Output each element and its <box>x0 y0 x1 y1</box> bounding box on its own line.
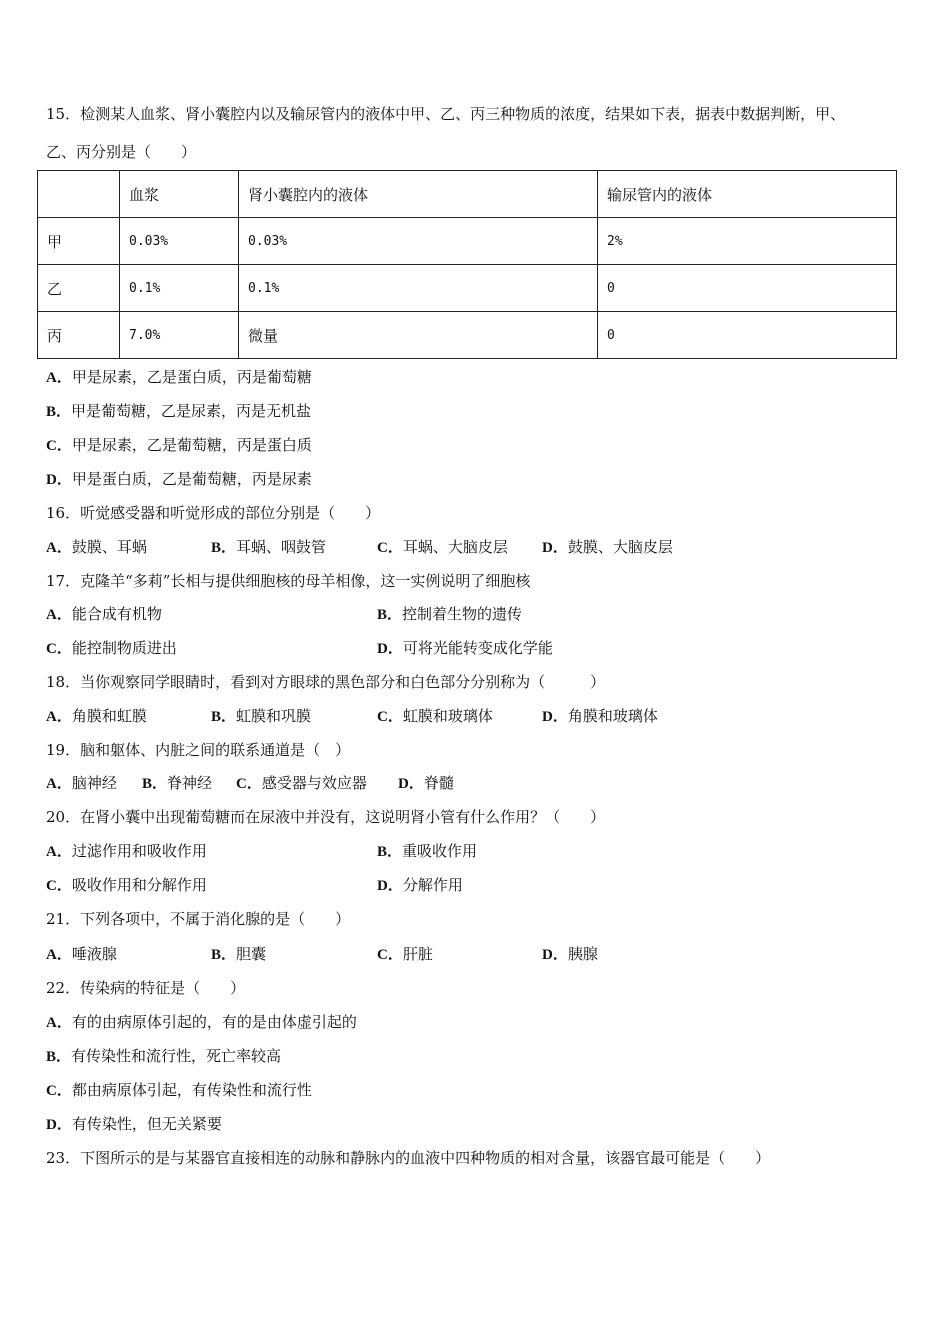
q20-option-d <box>377 874 463 895</box>
option-text: 胆囊 <box>236 945 267 963</box>
q20-option-b <box>377 840 477 861</box>
table-cell: 甲 <box>38 218 120 265</box>
option-label: D． <box>398 776 424 792</box>
option-text: 耳蜗、大脑皮层 <box>402 538 508 556</box>
option-text: 有传染性，但无关紧要 <box>71 1115 222 1133</box>
option-text: 鼓膜、大脑皮层 <box>567 538 673 556</box>
option-label: A． <box>46 540 72 556</box>
table-header-cell: 肾小囊腔内的液体 <box>239 171 598 218</box>
option-text: 脊髓 <box>423 774 454 792</box>
option-label: D． <box>377 641 403 657</box>
table-row <box>38 218 897 265</box>
question-22-stem: 22．传染病的特征是（ ） <box>46 979 246 997</box>
table-cell: 0 <box>598 312 897 359</box>
option-text: 虹膜和玻璃体 <box>402 707 493 725</box>
option-label: B． <box>46 404 72 420</box>
option-text: 分解作用 <box>402 876 463 894</box>
option-text: 脑神经 <box>71 774 117 792</box>
option-label: D． <box>542 540 568 556</box>
q17-option-b <box>377 603 522 624</box>
table-row <box>38 312 897 359</box>
option-label: D． <box>46 1117 72 1133</box>
option-text: 甲是尿素，乙是蛋白质，丙是葡萄糖 <box>71 368 312 386</box>
q16-option-a <box>46 536 147 557</box>
concentration-table <box>37 170 897 359</box>
q22-option-c <box>46 1079 312 1100</box>
option-text: 都由病原体引起，有传染性和流行性 <box>71 1081 312 1099</box>
table-cell: 0.03% <box>120 218 239 265</box>
option-label: B． <box>46 1049 72 1065</box>
option-text: 过滤作用和吸收作用 <box>71 842 207 860</box>
table-cell: 7.0% <box>120 312 239 359</box>
option-label: D． <box>377 878 403 894</box>
option-label: B． <box>211 709 237 725</box>
q17-option-c <box>46 637 177 658</box>
q18-option-c <box>377 705 493 726</box>
question-15-stem-line1: 15．检测某人血浆、肾小囊腔内以及输尿管内的液体中甲、乙、丙三种物质的浓度，结果如下表，据表中数据判断，甲、 <box>46 105 846 123</box>
option-text: 感受器与效应器 <box>261 774 367 792</box>
table-cell: 0.1% <box>239 265 598 312</box>
table-cell: 0 <box>598 265 897 312</box>
q21-option-d <box>542 943 598 964</box>
table-header-cell <box>38 171 120 218</box>
q15-option-c <box>46 434 312 455</box>
option-label: C． <box>236 776 262 792</box>
option-label: B． <box>377 844 403 860</box>
q21-option-b <box>211 943 266 964</box>
table-header-row <box>38 171 897 218</box>
q17-option-d <box>377 637 553 658</box>
option-label: A． <box>46 709 72 725</box>
table-cell: 丙 <box>38 312 120 359</box>
q16-option-d <box>542 536 673 557</box>
question-16-stem: 16．听觉感受器和听觉形成的部位分别是（ ） <box>46 504 381 522</box>
option-text: 可将光能转变成化学能 <box>402 639 553 657</box>
option-text: 唾液腺 <box>71 945 117 963</box>
option-label: B． <box>211 947 237 963</box>
option-text: 吸收作用和分解作用 <box>71 876 207 894</box>
q18-option-a <box>46 705 147 726</box>
option-label: D． <box>542 709 568 725</box>
question-23-stem: 23．下图所示的是与某器官直接相连的动脉和静脉内的血液中四种物质的相对含量，该器官最可能是（ ） <box>46 1149 771 1167</box>
q22-option-d <box>46 1113 222 1134</box>
option-label: D． <box>46 472 72 488</box>
option-label: C． <box>377 540 403 556</box>
option-text: 甲是葡萄糖，乙是尿素，丙是无机盐 <box>71 402 312 420</box>
option-text: 有传染性和流行性，死亡率较高 <box>71 1047 282 1065</box>
q15-option-a <box>46 366 312 387</box>
option-text: 甲是尿素，乙是葡萄糖，丙是蛋白质 <box>71 436 312 454</box>
q16-option-b <box>211 536 326 557</box>
option-label: B． <box>377 607 403 623</box>
question-21-stem: 21．下列各项中，不属于消化腺的是（ ） <box>46 910 351 928</box>
table-header-cell: 输尿管内的液体 <box>598 171 897 218</box>
q21-option-a <box>46 943 117 964</box>
q22-option-b <box>46 1045 281 1066</box>
q19-option-b <box>142 772 212 793</box>
option-text: 肝脏 <box>402 945 433 963</box>
q21-option-c <box>377 943 433 964</box>
q18-option-d <box>542 705 658 726</box>
option-text: 控制着生物的遗传 <box>402 605 523 623</box>
q19-option-c <box>236 772 367 793</box>
option-label: C． <box>377 709 403 725</box>
option-label: B． <box>142 776 168 792</box>
option-label: C． <box>46 438 72 454</box>
option-text: 有的由病原体引起的，有的是由体虚引起的 <box>71 1013 357 1031</box>
option-label: C． <box>46 878 72 894</box>
q15-option-b <box>46 400 311 421</box>
option-text: 重吸收作用 <box>402 842 478 860</box>
option-label: A． <box>46 607 72 623</box>
table-cell: 0.1% <box>120 265 239 312</box>
table-cell: 微量 <box>239 312 598 359</box>
option-text: 耳蜗、咽鼓管 <box>236 538 327 556</box>
q20-option-a <box>46 840 207 861</box>
option-text: 虹膜和巩膜 <box>236 707 312 725</box>
table-row <box>38 265 897 312</box>
option-text: 胰腺 <box>567 945 598 963</box>
question-17-stem: 17．克隆羊“多莉”长相与提供细胞核的母羊相像，这一实例说明了细胞核 <box>46 572 531 590</box>
q22-option-a <box>46 1011 357 1032</box>
option-label: A． <box>46 844 72 860</box>
option-label: A． <box>46 1015 72 1031</box>
option-text: 角膜和玻璃体 <box>567 707 658 725</box>
question-20-stem: 20．在肾小囊中出现葡萄糖而在尿液中并没有，这说明肾小管有什么作用？（ ） <box>46 808 606 826</box>
option-label: A． <box>46 370 72 386</box>
q17-option-a <box>46 603 162 624</box>
table-cell: 2% <box>598 218 897 265</box>
option-label: B． <box>211 540 237 556</box>
option-text: 能合成有机物 <box>71 605 162 623</box>
option-text: 能控制物质进出 <box>71 639 177 657</box>
table-cell: 0.03% <box>239 218 598 265</box>
option-label: C． <box>46 641 72 657</box>
option-label: D． <box>542 947 568 963</box>
option-label: A． <box>46 947 72 963</box>
question-18-stem: 18．当你观察同学眼睛时，看到对方眼球的黑色部分和白色部分分别称为（ ） <box>46 673 606 691</box>
table-cell: 乙 <box>38 265 120 312</box>
option-text: 脊神经 <box>167 774 213 792</box>
q15-option-d <box>46 468 312 489</box>
q16-option-c <box>377 536 508 557</box>
option-text: 甲是蛋白质，乙是葡萄糖，丙是尿素 <box>71 470 312 488</box>
question-15-stem-line2: 乙、丙分别是（ ） <box>46 143 197 161</box>
option-text: 角膜和虹膜 <box>71 707 147 725</box>
option-label: A． <box>46 776 72 792</box>
option-label: C． <box>377 947 403 963</box>
q18-option-b <box>211 705 311 726</box>
option-text: 鼓膜、耳蜗 <box>71 538 147 556</box>
option-label: C． <box>46 1083 72 1099</box>
q19-option-d <box>398 772 454 793</box>
q20-option-c <box>46 874 207 895</box>
q19-option-a <box>46 772 117 793</box>
question-19-stem: 19．脑和躯体、内脏之间的联系通道是（ ） <box>46 741 351 759</box>
table-header-cell: 血浆 <box>120 171 239 218</box>
